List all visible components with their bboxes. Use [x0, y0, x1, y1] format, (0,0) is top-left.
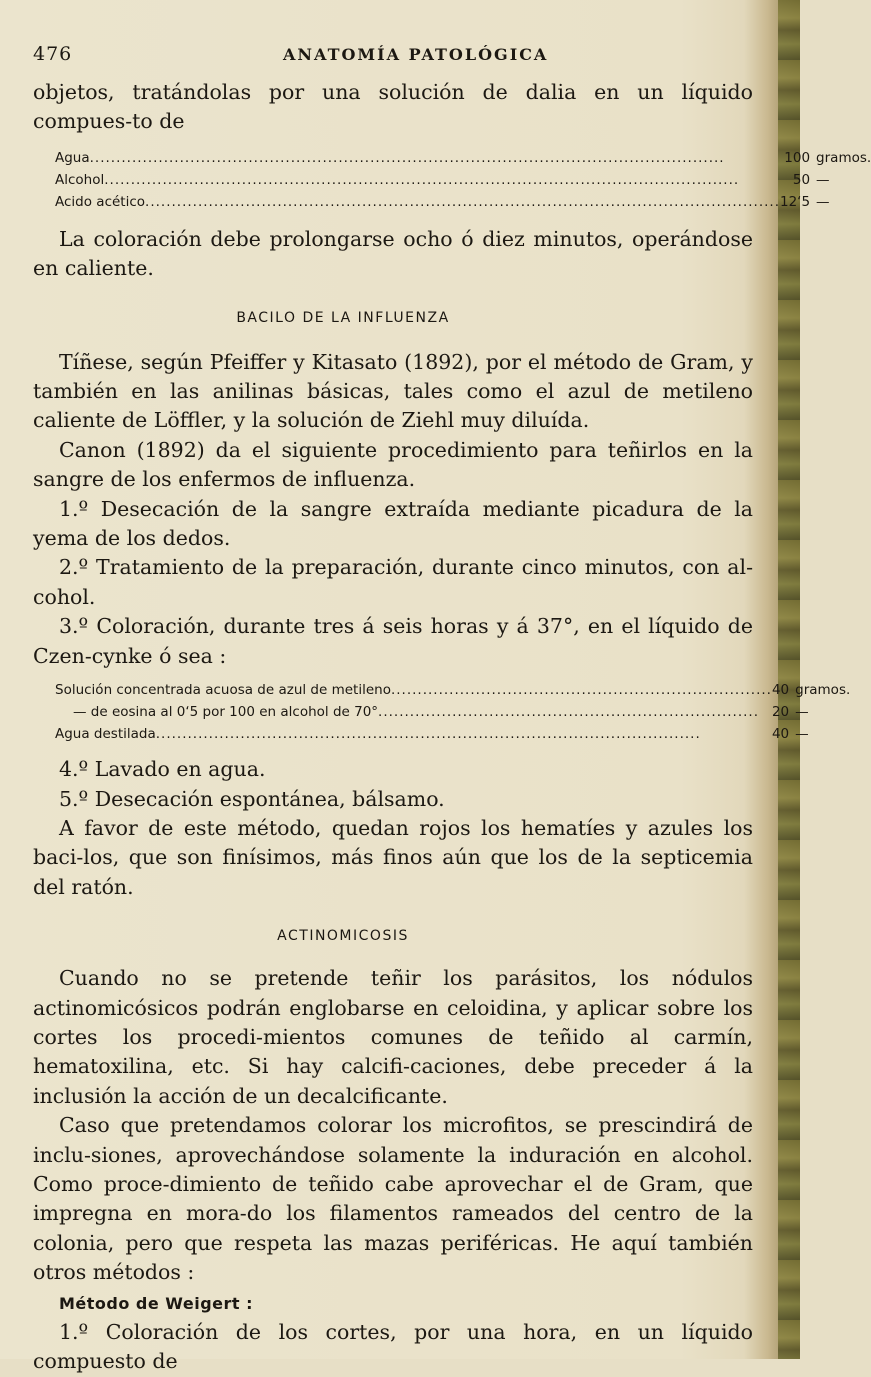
recipe-row: Alcohol........................................................................................................................ 50 — [55, 169, 871, 191]
recipe-qty: 40 [771, 726, 790, 743]
step-3: 3.º Coloración, durante tres á seis horas y á 37°, en el líquido de Czen-cynke ó sea : [33, 614, 753, 668]
paragraph-intro: objetos, tratándolas por una solución de dalia en un líquido compues-to de [33, 80, 753, 134]
recipe-row: — de eosina al 0‘5 por 100 en alcohol de 70°........................................................................ 20 — [55, 701, 850, 723]
recipe-row: Agua........................................................................................................................ 100 gramos. [55, 147, 871, 169]
paragraph-microfitos: Caso que pretendamos colorar los microfitos, se prescindirá de inclu-siones, aprovechándose solamente la induración en alcohol. Como proce-dimiento de teñido cabe aprovechar el de Gram, que impregna en mora-do los filamentos rameados del centro de la colonia, pero que respeta las mazas periféricas. He aquí también otros métodos : [33, 1113, 753, 1285]
section-heading-influenza: BACILO DE LA INFLUENZA [236, 309, 450, 326]
recipe-table-czencynke [55, 679, 850, 745]
recipe-item: Agua [55, 149, 90, 166]
paragraph-celoidina: Cuando no se pretende teñir los parásitos, los nódulos actinomicósicos podrán englobarse en celoidina, y aplicar sobre los cortes los procedi-mientos comunes de teñido al carmín, hematoxilina, etc. Si hay calcifi-caciones, debe preceder á la inclusión la acción de un decalcificante. [33, 966, 753, 1108]
recipe-unit: gramos. [816, 149, 871, 166]
paragraph-canon: Canon (1892) da el siguiente procedimiento para teñirlos en la sangre de los enfermos de influenza. [33, 437, 753, 492]
recipe-qty: 40 [771, 682, 790, 699]
step-4: 4.º Lavado en agua. [59, 757, 266, 782]
step-2: 2.º Tratamiento de la preparación, durante cinco minutos, con al-cohol. [33, 555, 753, 609]
recipe-table-dalia [55, 147, 871, 213]
recipe-qty: 20 [771, 704, 790, 721]
page-number: 476 [33, 43, 73, 65]
recipe-item: Alcohol [55, 171, 105, 188]
page-header [33, 43, 753, 73]
method-weigert-paragraph [33, 1288, 753, 1318]
recipe-unit: — [795, 726, 809, 743]
recipe-row: Acido acético........................................................................................................................ 12‘5 — [55, 191, 871, 213]
recipe-item: Solución concentrada acuosa de azul de metileno [55, 682, 391, 699]
running-title: ANATOMÍA PATOLÓGICA [283, 45, 549, 64]
recipe-qty: 50 [792, 171, 811, 188]
step-5: 5.º Desecación espontánea, bálsamo. [59, 786, 445, 811]
paragraph-pfeiffer: Tíñese, según Pfeiffer y Kitasato (1892), por el método de Gram, y también en las anilinas básicas, tales como el azul de metileno caliente de Löffler, y la solución de Ziehl muy diluída. [33, 349, 753, 433]
method-weigert-label: Método de Weigert : [59, 1293, 254, 1313]
recipe-qty: 100 [784, 149, 811, 166]
recipe-unit: — [816, 171, 830, 188]
recipe-qty: 12‘5 [779, 193, 811, 210]
paragraph-resultado: A favor de este método, quedan rojos los hematíes y azules los baci-los, que son finísimos, más finos aún que los de la septicemia del ratón. [33, 815, 753, 899]
recipe-item: Acido acético [55, 193, 146, 210]
page-content [33, 78, 871, 1377]
recipe-unit: gramos. [795, 682, 851, 699]
recipe-row: Solución concentrada acuosa de azul de metileno........................................................................ 40 gramos. [55, 679, 850, 701]
recipe-item: Agua destilada [55, 726, 156, 743]
recipe-item: — de eosina al 0‘5 por 100 en alcohol de 70° [73, 704, 379, 721]
paragraph-coloracion: La coloración debe prolongarse ocho ó diez minutos, operándose en caliente. [33, 226, 753, 281]
step-weigert-1: 1.º Coloración de los cortes, por una hora, en un líquido compuesto de [33, 1320, 753, 1374]
step-1: 1.º Desecación de la sangre extraída mediante picadura de la yema de los dedos. [33, 496, 753, 551]
recipe-unit: — [816, 193, 830, 210]
recipe-unit: — [795, 704, 809, 721]
recipe-row: Agua destilada....................................................................................................... 40 — [55, 723, 850, 745]
section-heading-actinomicosis: ACTINOMICOSIS [277, 928, 409, 945]
